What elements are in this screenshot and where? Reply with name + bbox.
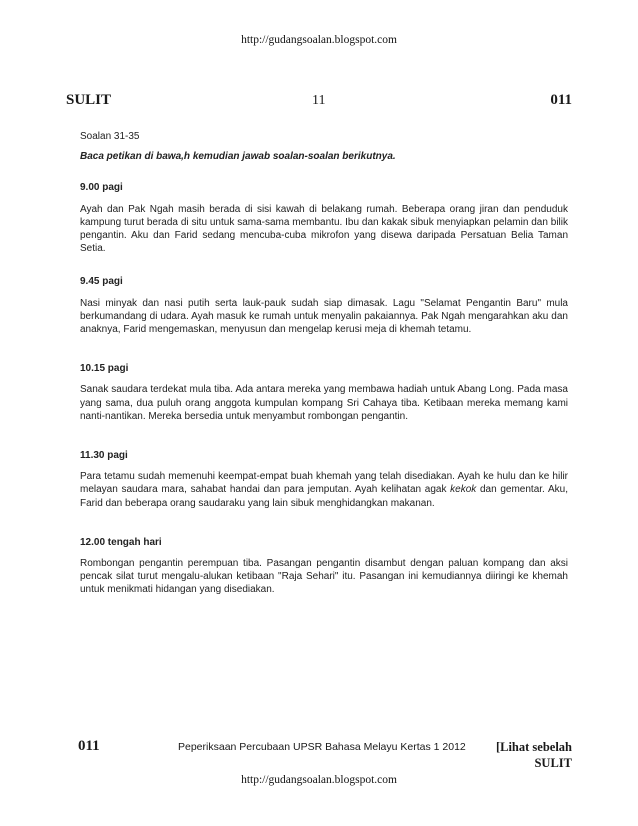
see-next-page: [496, 739, 572, 771]
page-header: [66, 92, 572, 112]
passage-content: [80, 130, 568, 617]
italic-word: kekok: [450, 484, 477, 496]
section-time: 12.00 tengah hari: [80, 536, 162, 548]
question-range: Soalan 31-35: [80, 131, 140, 142]
section-paragraph: Nasi minyak dan nasi putih serta lauk-pauk sudah siap dimasak. Lagu "Selamat Pengantin Baru" mula berkumandang di udara. Ayah masuk ke rumah untuk menyalin pakaiannya. Pak Ngah mengarahkan aku dan anaknya, Farid mengemaskan, menyusun dan mengelap kerusi meja di khemah tetamu.: [80, 297, 568, 336]
section-time: 11.30 pagi: [80, 450, 128, 462]
page-footer: [78, 738, 572, 772]
instruction-text: Baca petikan di bawa,h kemudian jawab soalan-soalan berikutnya.: [80, 151, 396, 163]
section-paragraph: Sanak saudara terdekat mula tiba. Ada antara mereka yang membawa hadiah untuk Abang Long. Pada masa yang sama, dua puluh orang anggota kumpulan kompang Sri Cahaya tiba. Ketibaan mereka memang kami nanti-nantikan. Mereka bersedia untuk menyambut rombongan pengantin.: [80, 384, 568, 422]
source-url-top[interactable]: http://gudangsoalan.blogspot.com: [241, 34, 397, 46]
section-paragraph: [80, 470, 568, 510]
paragraph-part: Para tetamu sudah memenuhi keempat-empat buah khemah yang telah disediakan. Ayah ke hulu dan ke hilir melayan saudara mara, sahabat handai dan para jemputan. Ayah kelihatan agak: [80, 471, 568, 496]
section-9-45: [80, 275, 568, 336]
section-time: 9.00 pagi: [80, 182, 123, 194]
section-paragraph: Ayah dan Pak Ngah masih berada di sisi kawah di belakang rumah. Beberapa orang jiran dan penduduk kampung turut berada di situ untuk sama-sama membantu. Ibu dan kakak sibuk menyiapkan pelamin dan bilik pengantin. Aku dan Farid sedang mencuba-cuba mikrofon yang disewa daripada Persatuan Belia Taman Setia.: [80, 203, 568, 255]
see-next-classification: SULIT: [534, 756, 572, 770]
section-paragraph: Rombongan pengantin perempuan tiba. Pasangan pengantin disambut dengan paluan kompang dan aksi pencak silat turut mengalu-alukan ketibaan "Raja Sehari" itu. Pasangan ini kemudiannya diiringi ke khemah untuk menikmati hidangan yang disediakan.: [80, 558, 568, 596]
source-url-bottom[interactable]: http://gudangsoalan.blogspot.com: [241, 774, 397, 786]
exam-title: Peperiksaan Percubaan UPSR Bahasa Melayu Kertas 1 2012: [178, 741, 466, 753]
page-number: 11: [312, 93, 326, 108]
section-time: 10.15 pagi: [80, 363, 129, 375]
classification-label: SULIT: [66, 92, 112, 108]
section-time: 9.45 pagi: [80, 276, 123, 288]
section-10-15: [80, 362, 568, 423]
see-next-line: [Lihat sebelah: [495, 740, 572, 754]
section-9-00: [80, 181, 568, 255]
section-11-30: [80, 449, 568, 510]
paper-code: 011: [550, 92, 572, 108]
section-12-00: [80, 536, 568, 597]
paragraph-part: dan gementar. Aku, Farid dan beberapa orang saudaraku yang lain sibuk menghidangkan makanan.: [80, 484, 568, 509]
footer-paper-code: 011: [78, 738, 100, 754]
